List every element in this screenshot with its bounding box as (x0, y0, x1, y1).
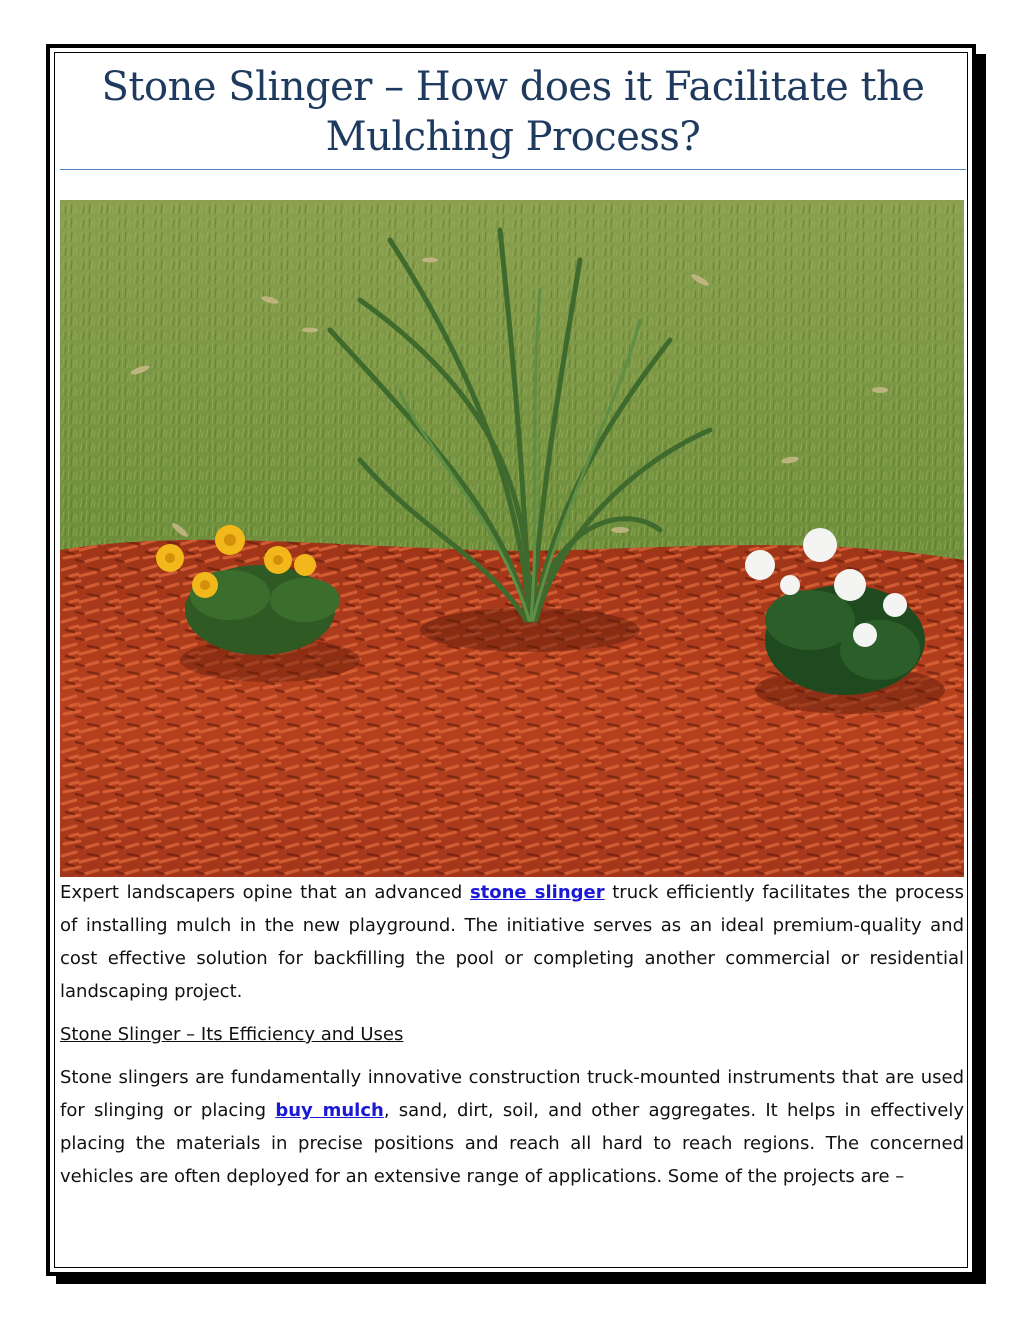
paragraph-intro-text-end: truck efficiently facilitates the process of installing mulch in the new playground. The initiative serves as an ideal premium-quality and cost effective solution for backfilling the pool or completing another commercial or residential landscaping project. (60, 882, 965, 1002)
title-divider (60, 169, 966, 170)
paragraph-uses-text-start: Stone slingers are fundamentally innovative construction truck-mounted instruments that are used for slinging or placing (60, 1067, 964, 1121)
garden-mulch-photo (60, 200, 964, 877)
buy-mulch-link[interactable]: buy mulch (275, 1100, 384, 1121)
section-subheading (60, 1018, 964, 1051)
paragraph-uses (60, 1061, 964, 1193)
subheading-text: Stone Slinger – Its Efficiency and Uses (60, 1024, 404, 1045)
paragraph-uses-text-end: , sand, dirt, soil, and other aggregates. It helps in effectively placing the materials in precise positions and reach all hard to reach regions. The concerned vehicles are often deployed for an extensive range of applications. Some of the projects are – (60, 1100, 964, 1187)
article-body (60, 876, 964, 1193)
stone-slinger-link[interactable]: stone slinger (469, 882, 605, 903)
paragraph-intro (60, 876, 964, 1008)
page-title: Stone Slinger – How does it Facilitate the Mulching Process? (101, 64, 925, 160)
paragraph-intro-text-start: Expert landscapers opine that an advanced (60, 882, 470, 903)
